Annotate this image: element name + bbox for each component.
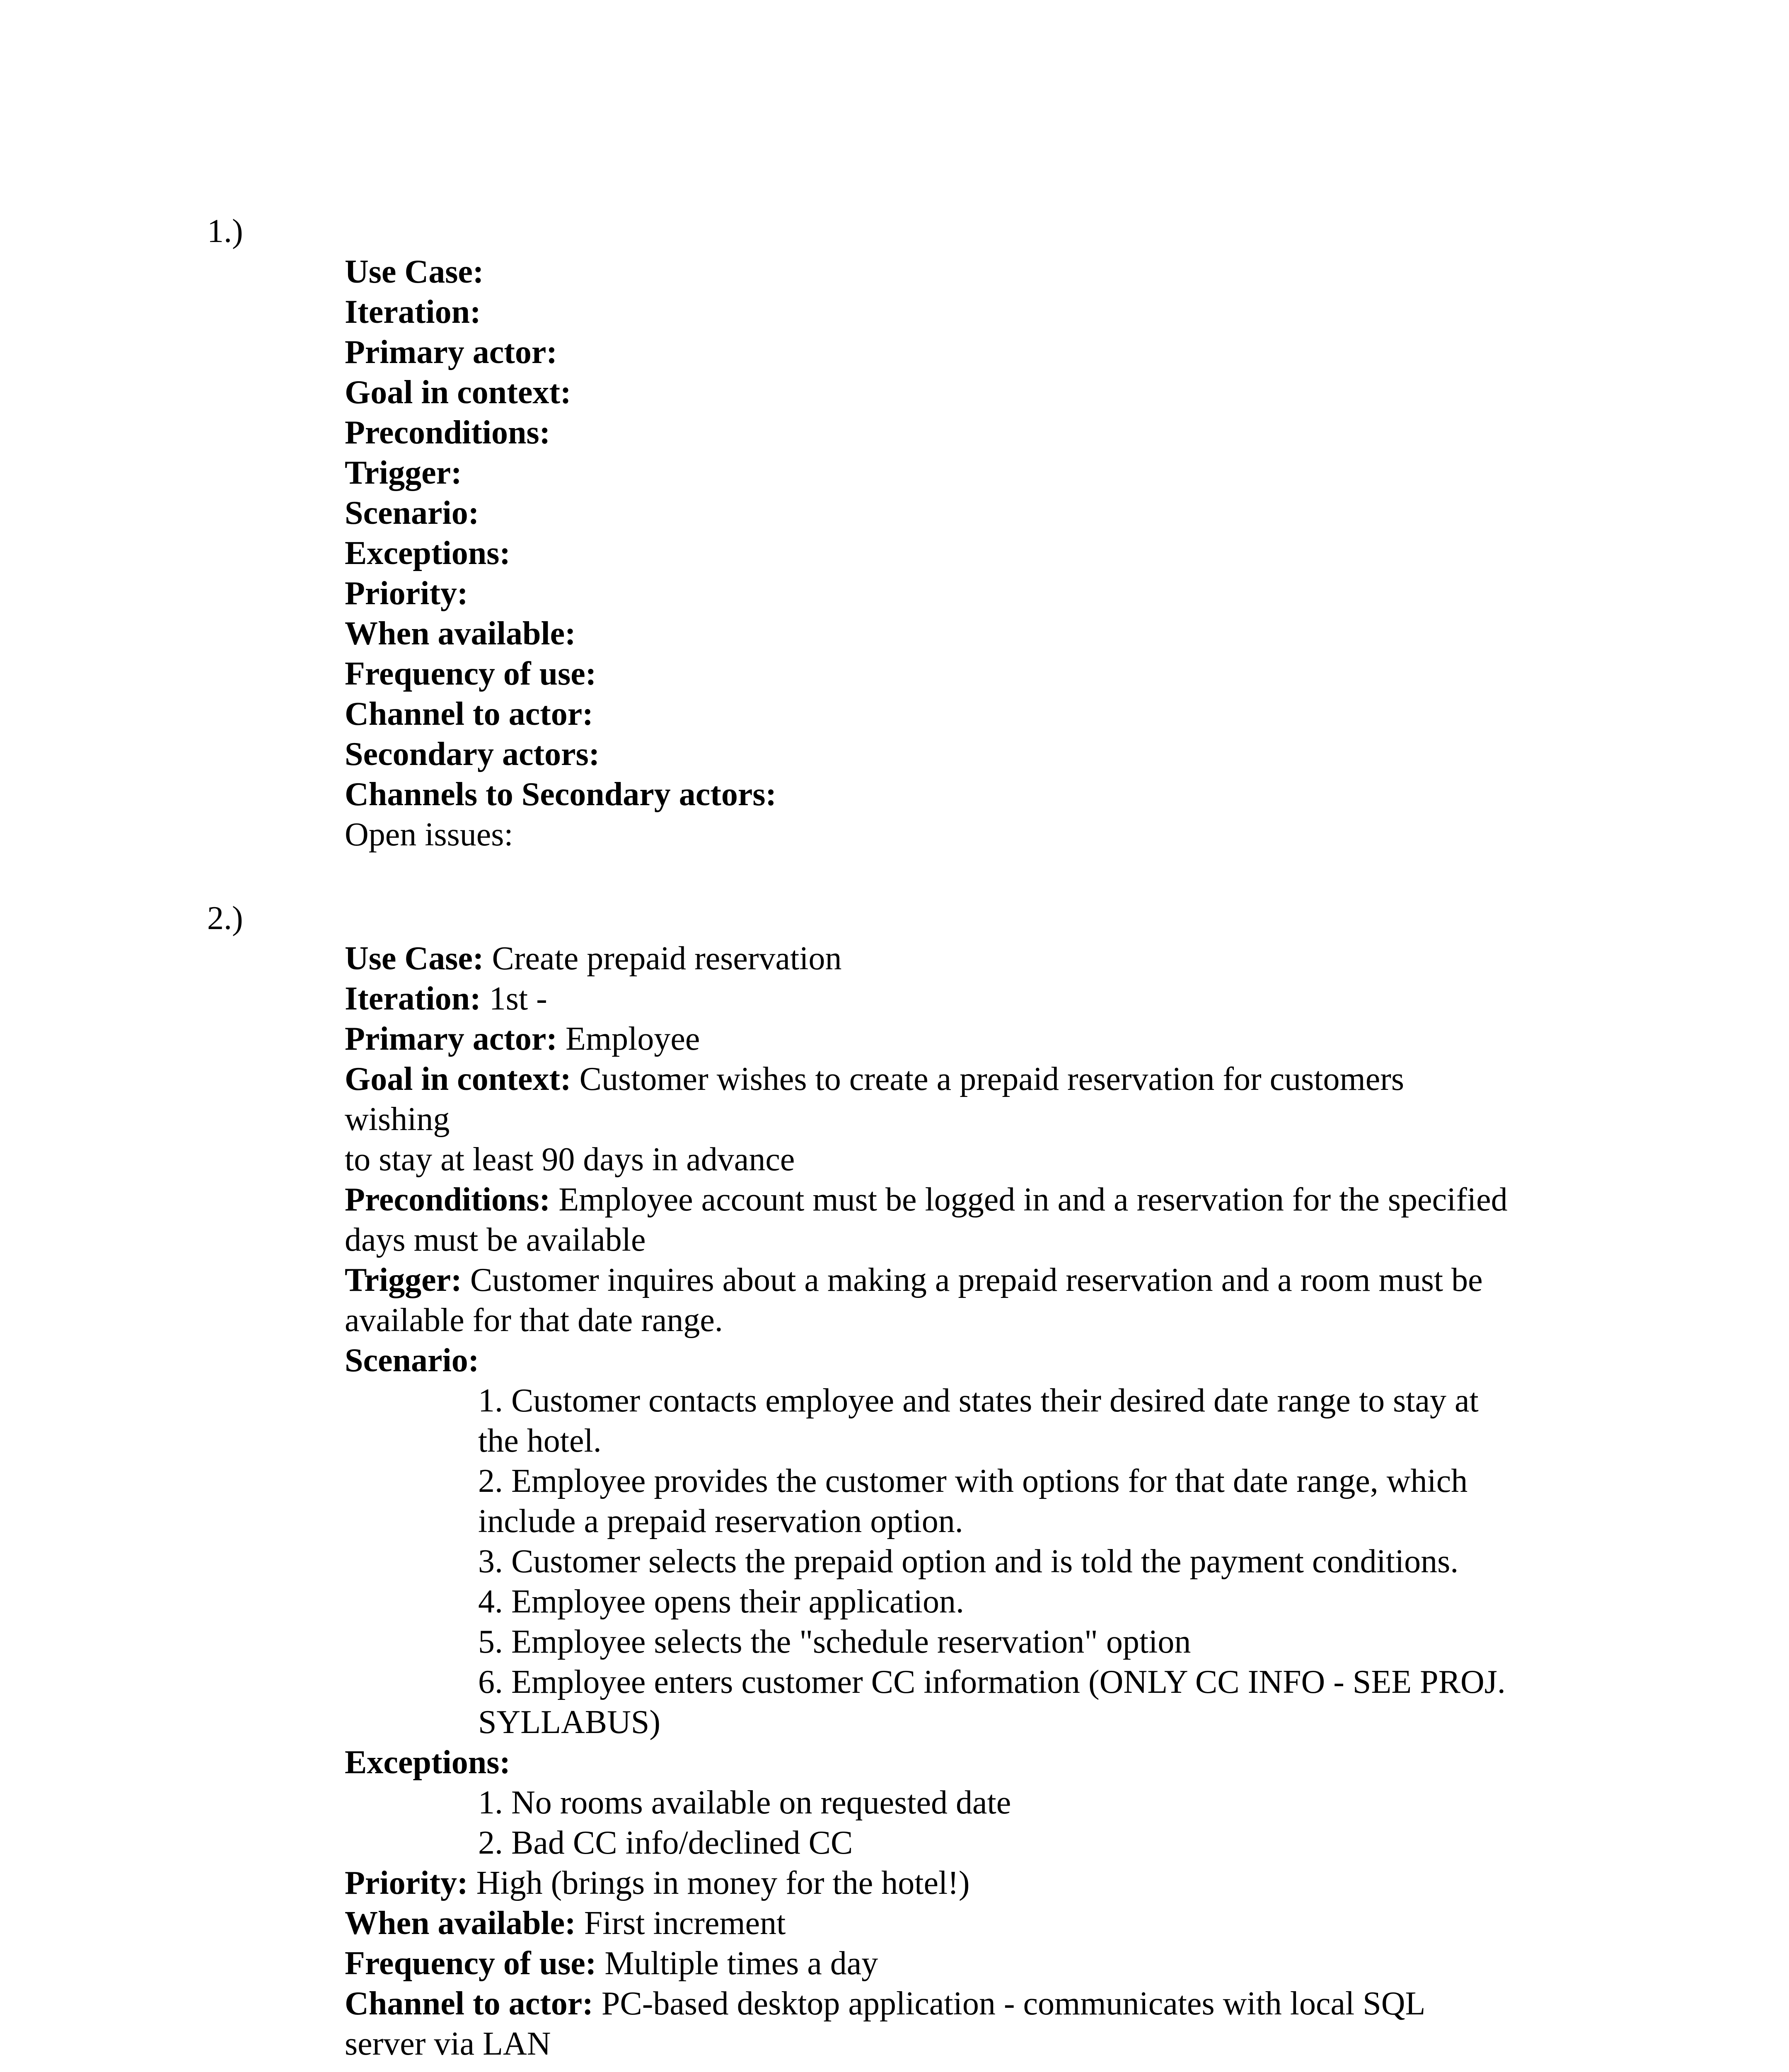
channels-to-secondary-actors-label: Channels to Secondary actors: — [345, 776, 777, 813]
exceptions-label: Exceptions: — [345, 535, 510, 571]
open-issues-label: Open issues: — [345, 816, 513, 853]
section-2-use-case — [345, 939, 1592, 2064]
channel-to-actor-label: Channel to actor: — [345, 1985, 593, 2022]
scenario-step-1-line-1: 1. Customer contacts employee and states their desired date range to stay at — [478, 1382, 1479, 1419]
when-available-row — [345, 1903, 1592, 1944]
when-available-label: When available: — [345, 1905, 576, 1941]
when-available-label: When available: — [345, 615, 576, 652]
priority-value: High (brings in money for the hotel!) — [468, 1865, 970, 1901]
use-case-label: Use Case: — [345, 940, 484, 977]
channel-to-actor-label: Channel to actor: — [345, 696, 593, 732]
channel-to-actor-value-1: PC-based desktop application - communicates with local SQL — [593, 1985, 1426, 2022]
scenario-label: Scenario: — [345, 1342, 479, 1379]
scenario-step-4: 4. Employee opens their application. — [478, 1583, 965, 1620]
trigger-label: Trigger: — [345, 455, 462, 491]
scenario-label: Scenario: — [345, 495, 479, 531]
scenario-step-6-line-2: SYLLABUS) — [478, 1704, 661, 1740]
preconditions-value-2: days must be available — [345, 1222, 646, 1258]
section-2-number: 2.) — [207, 900, 243, 937]
scenario-steps-list — [345, 1381, 1592, 1743]
channel-to-actor-row — [345, 1984, 1592, 2024]
scenario-step-5: 5. Employee selects the "schedule reservation" option — [478, 1624, 1191, 1660]
preconditions-label: Preconditions: — [345, 1181, 551, 1218]
iteration-value: 1st - — [481, 980, 547, 1017]
scenario-step-6-line-1: 6. Employee enters customer CC information (ONLY CC INFO - SEE PROJ. — [478, 1664, 1506, 1700]
priority-label: Priority: — [345, 575, 468, 612]
iteration-label: Iteration: — [345, 294, 481, 330]
primary-actor-label: Primary actor: — [345, 1021, 558, 1057]
preconditions-label: Preconditions: — [345, 414, 551, 451]
goal-in-context-value-1: Customer wishes to create a prepaid reservation for customers — [571, 1061, 1405, 1097]
when-available-value: First increment — [575, 1905, 786, 1941]
trigger-value-2: available for that date range. — [345, 1302, 723, 1339]
frequency-of-use-label: Frequency of use: — [345, 1945, 597, 1982]
scenario-step-3: 3. Customer selects the prepaid option and is told the payment conditions. — [478, 1543, 1459, 1580]
exception-item-1: 1. No rooms available on requested date — [478, 1784, 1011, 1821]
use-case-row — [345, 939, 1592, 979]
primary-actor-label: Primary actor: — [345, 334, 558, 370]
priority-label: Priority: — [345, 1865, 468, 1901]
iteration-row — [345, 979, 1592, 1019]
channel-to-actor-value-2: server via LAN — [345, 2026, 551, 2062]
goal-in-context-label: Goal in context: — [345, 374, 571, 411]
trigger-value-1: Customer inquires about a making a prepaid reservation and a room must be — [462, 1262, 1483, 1298]
primary-actor-value: Employee — [557, 1021, 700, 1057]
section-1-template — [345, 252, 1592, 855]
use-case-value: Create prepaid reservation — [484, 940, 842, 977]
section-1-number: 1.) — [207, 213, 243, 249]
scenario-step-2-line-1: 2. Employee provides the customer with options for that date range, which — [478, 1463, 1468, 1499]
frequency-of-use-label: Frequency of use: — [345, 656, 597, 692]
trigger-label: Trigger: — [345, 1262, 462, 1298]
frequency-of-use-row — [345, 1944, 1592, 1984]
goal-in-context-label: Goal in context: — [345, 1061, 571, 1097]
primary-actor-row — [345, 1019, 1592, 1059]
goal-in-context-value-2: wishing — [345, 1101, 450, 1138]
preconditions-value-1: Employee account must be logged in and a reservation for the specified — [550, 1181, 1508, 1218]
exceptions-label: Exceptions: — [345, 1744, 510, 1781]
exception-item-2: 2. Bad CC info/declined CC — [478, 1825, 853, 1861]
goal-in-context-row — [345, 1059, 1592, 1099]
preconditions-row — [345, 1180, 1592, 1220]
goal-in-context-value-3: to stay at least 90 days in advance — [345, 1141, 795, 1178]
scenario-step-2-line-2: include a prepaid reservation option. — [478, 1503, 963, 1539]
use-case-label: Use Case: — [345, 254, 484, 290]
iteration-label: Iteration: — [345, 980, 481, 1017]
scenario-step-1-line-2: the hotel. — [478, 1423, 602, 1459]
secondary-actors-label: Secondary actors: — [345, 736, 600, 772]
priority-row — [345, 1863, 1592, 1903]
exceptions-list — [345, 1783, 1592, 1863]
frequency-of-use-value: Multiple times a day — [596, 1945, 878, 1982]
trigger-row — [345, 1260, 1592, 1300]
